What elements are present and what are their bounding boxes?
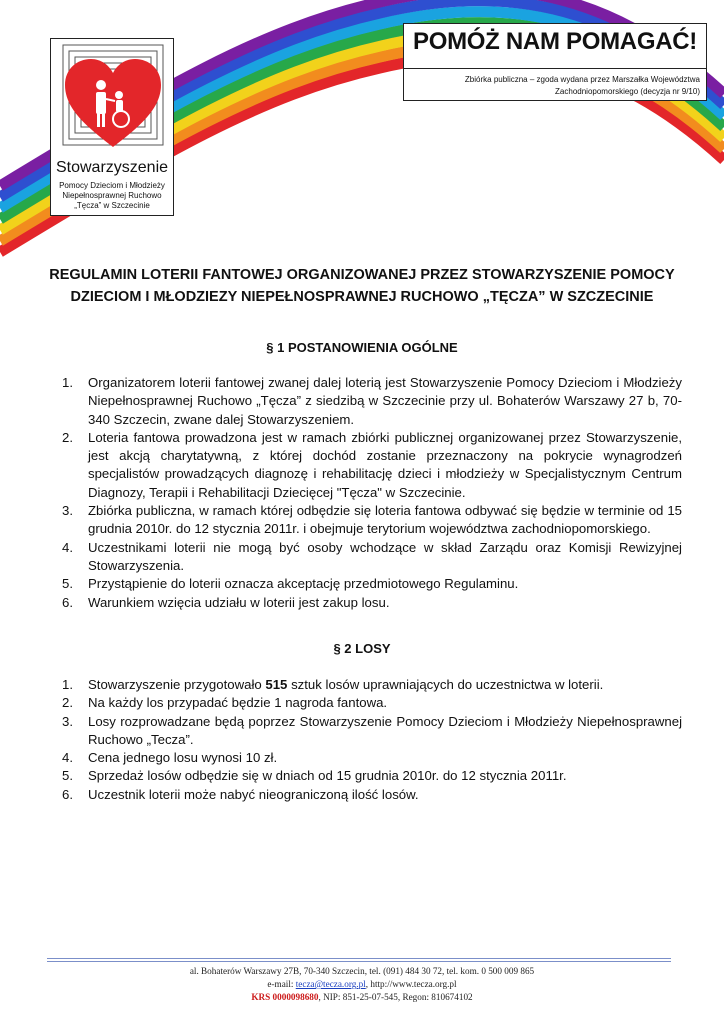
list-item — [62, 374, 682, 429]
footer-email-label: e-mail: — [267, 979, 296, 989]
list-item — [62, 429, 682, 502]
headline-divider — [404, 68, 706, 69]
logo-subtitle-line3: „Tęcza” w Szczecinie — [74, 201, 150, 210]
item-number: 3. — [62, 713, 73, 729]
footer — [0, 965, 724, 1004]
footer-ids: , NIP: 851-25-07-545, Regon: 810674102 — [318, 992, 473, 1002]
logo-subtitle-line2: Niepełnosprawnej Ruchowo — [62, 191, 162, 200]
footer-krs: KRS 0000098680 — [251, 992, 319, 1002]
section2-list — [62, 676, 682, 804]
item-number: 6. — [62, 786, 73, 802]
item-number: 4. — [62, 750, 73, 766]
organization-logo — [50, 38, 174, 216]
item-text: Uczestnikami loterii nie mogą być osoby wchodzące w skład Zarządu oraz Komisji Rewizyjnej Stowarzyszenia. — [88, 539, 682, 573]
logo-name: Stowarzyszenie — [55, 159, 169, 176]
section1-heading: § 1 POSTANOWIENIA OGÓLNE — [266, 340, 458, 355]
item-number: 6. — [62, 594, 73, 610]
list-item — [62, 749, 682, 767]
item-number: 2. — [62, 429, 73, 445]
footer-website: , http://www.tecza.org.pl — [365, 979, 457, 989]
item-text: Losy rozprowadzane będą poprzez Stowarzyszenie Pomocy Dzieciom i Młodzieży Niepełnosprawnej Ruchowo „Tecza”. — [88, 713, 682, 747]
headline-box — [403, 23, 707, 101]
list-item — [62, 676, 682, 694]
list-item — [62, 694, 682, 712]
list-item — [62, 539, 682, 576]
footer-divider-bottom — [47, 961, 671, 962]
document-title — [40, 264, 684, 308]
item-number: 5. — [62, 576, 73, 592]
section2-heading: § 2 LOSY — [333, 641, 391, 656]
item-number: 5. — [62, 768, 73, 784]
item-number: 4. — [62, 539, 73, 555]
section1-list — [62, 374, 682, 612]
footer-registry — [0, 991, 724, 1004]
document-title-line2: DZIECIOM I MŁODZIEZY NIEPEŁNOSPRAWNEJ RUCHOWO „TĘCZA” W SZCZECINIE — [70, 289, 654, 305]
footer-divider-top — [47, 958, 671, 959]
item-number: 1. — [62, 375, 73, 390]
list-item — [62, 713, 682, 750]
item-text-before: Stowarzyszenie przygotowało — [88, 677, 266, 692]
item-number: 3. — [62, 503, 73, 519]
headline-note-line1: Zbiórka publiczna – zgoda wydana przez Marszałka Województwa — [464, 75, 700, 84]
item-text: Loteria fantowa prowadzona jest w ramach zbiórki publicznej organizowanej przez Stowarzyszenie, jest akcją charytatywną, z której dochód zostanie przeznaczony na pokrycie wynagrodzeń specjalistów prowadzących diagnozę i rehabilitację dzieci i młodzieży w Specjalistycznym Centrum Diagnozy, Terapii i Rehabilitacji Dziecięcej "Tęcza" w Szczecinie. — [88, 429, 682, 500]
item-text: Przystąpienie do loterii oznacza akceptację przedmiotowego Regulaminu. — [88, 576, 519, 592]
item-number: 2. — [62, 695, 73, 711]
item-text: Zbiórka publiczna, w ramach której odbędzie się loteria fantowa odbywać się będzie w terminie od 15 grudnia 2010r. do 12 stycznia 2011r. i obejmuje terytorium województwa zachodniopomorskiego. — [88, 503, 682, 537]
item-text: Warunkiem wzięcia udziału w loterii jest zakup losu. — [88, 594, 390, 610]
list-item — [62, 575, 682, 593]
item-text-after: sztuk losów uprawniających do uczestnictwa w loterii. — [287, 677, 604, 692]
headline-note — [410, 74, 700, 98]
logo-subtitle-line1: Pomocy Dzieciom i Młodzieży — [59, 181, 165, 190]
heart-logo-icon — [57, 43, 169, 159]
item-text: Uczestnik loterii może nabyć nieograniczoną ilość losów. — [88, 786, 419, 802]
item-text: Na każdy los przypadać będzie 1 nagroda fantowa. — [88, 695, 388, 711]
list-item — [62, 502, 682, 539]
item-text: Sprzedaż losów odbędzie się w dniach od 15 grudnia 2010r. do 12 stycznia 2011r. — [88, 768, 567, 784]
list-item — [62, 786, 682, 804]
footer-email-link[interactable]: tecza@tecza.org.pl — [295, 979, 366, 989]
footer-address: al. Bohaterów Warszawy 27B, 70-340 Szczecin, tel. (091) 484 30 72, tel. kom. 0 500 009 865 — [189, 966, 535, 976]
item-number: 1. — [62, 677, 73, 692]
item-text-bold: 515 — [265, 677, 288, 692]
document-title-line1: REGULAMIN LOTERII FANTOWEJ ORGANIZOWANEJ PRZEZ STOWARZYSZENIE POMOCY — [49, 267, 675, 283]
list-item — [62, 767, 682, 785]
headline-note-line2: Zachodniopomorskiego (decyzja nr 9/10) — [555, 87, 700, 96]
item-text: Cena jednego losu wynosi 10 zł. — [88, 750, 278, 766]
footer-contact — [0, 978, 724, 991]
headline-title: POMÓŻ NAM POMAGAĆ! — [413, 28, 697, 55]
item-text: Organizatorem loterii fantowej zwanej dalej loterią jest Stowarzyszenie Pomocy Dzieciom i Młodzieży Niepełnosprawnej Ruchowo „Tęcza” z siedzibą w Szczecinie przy ul. Bohaterów Warszawy 27 b, 70-340 Szczecin, zwane dalej Stowarzyszeniem. — [88, 375, 682, 427]
list-item — [62, 594, 682, 612]
